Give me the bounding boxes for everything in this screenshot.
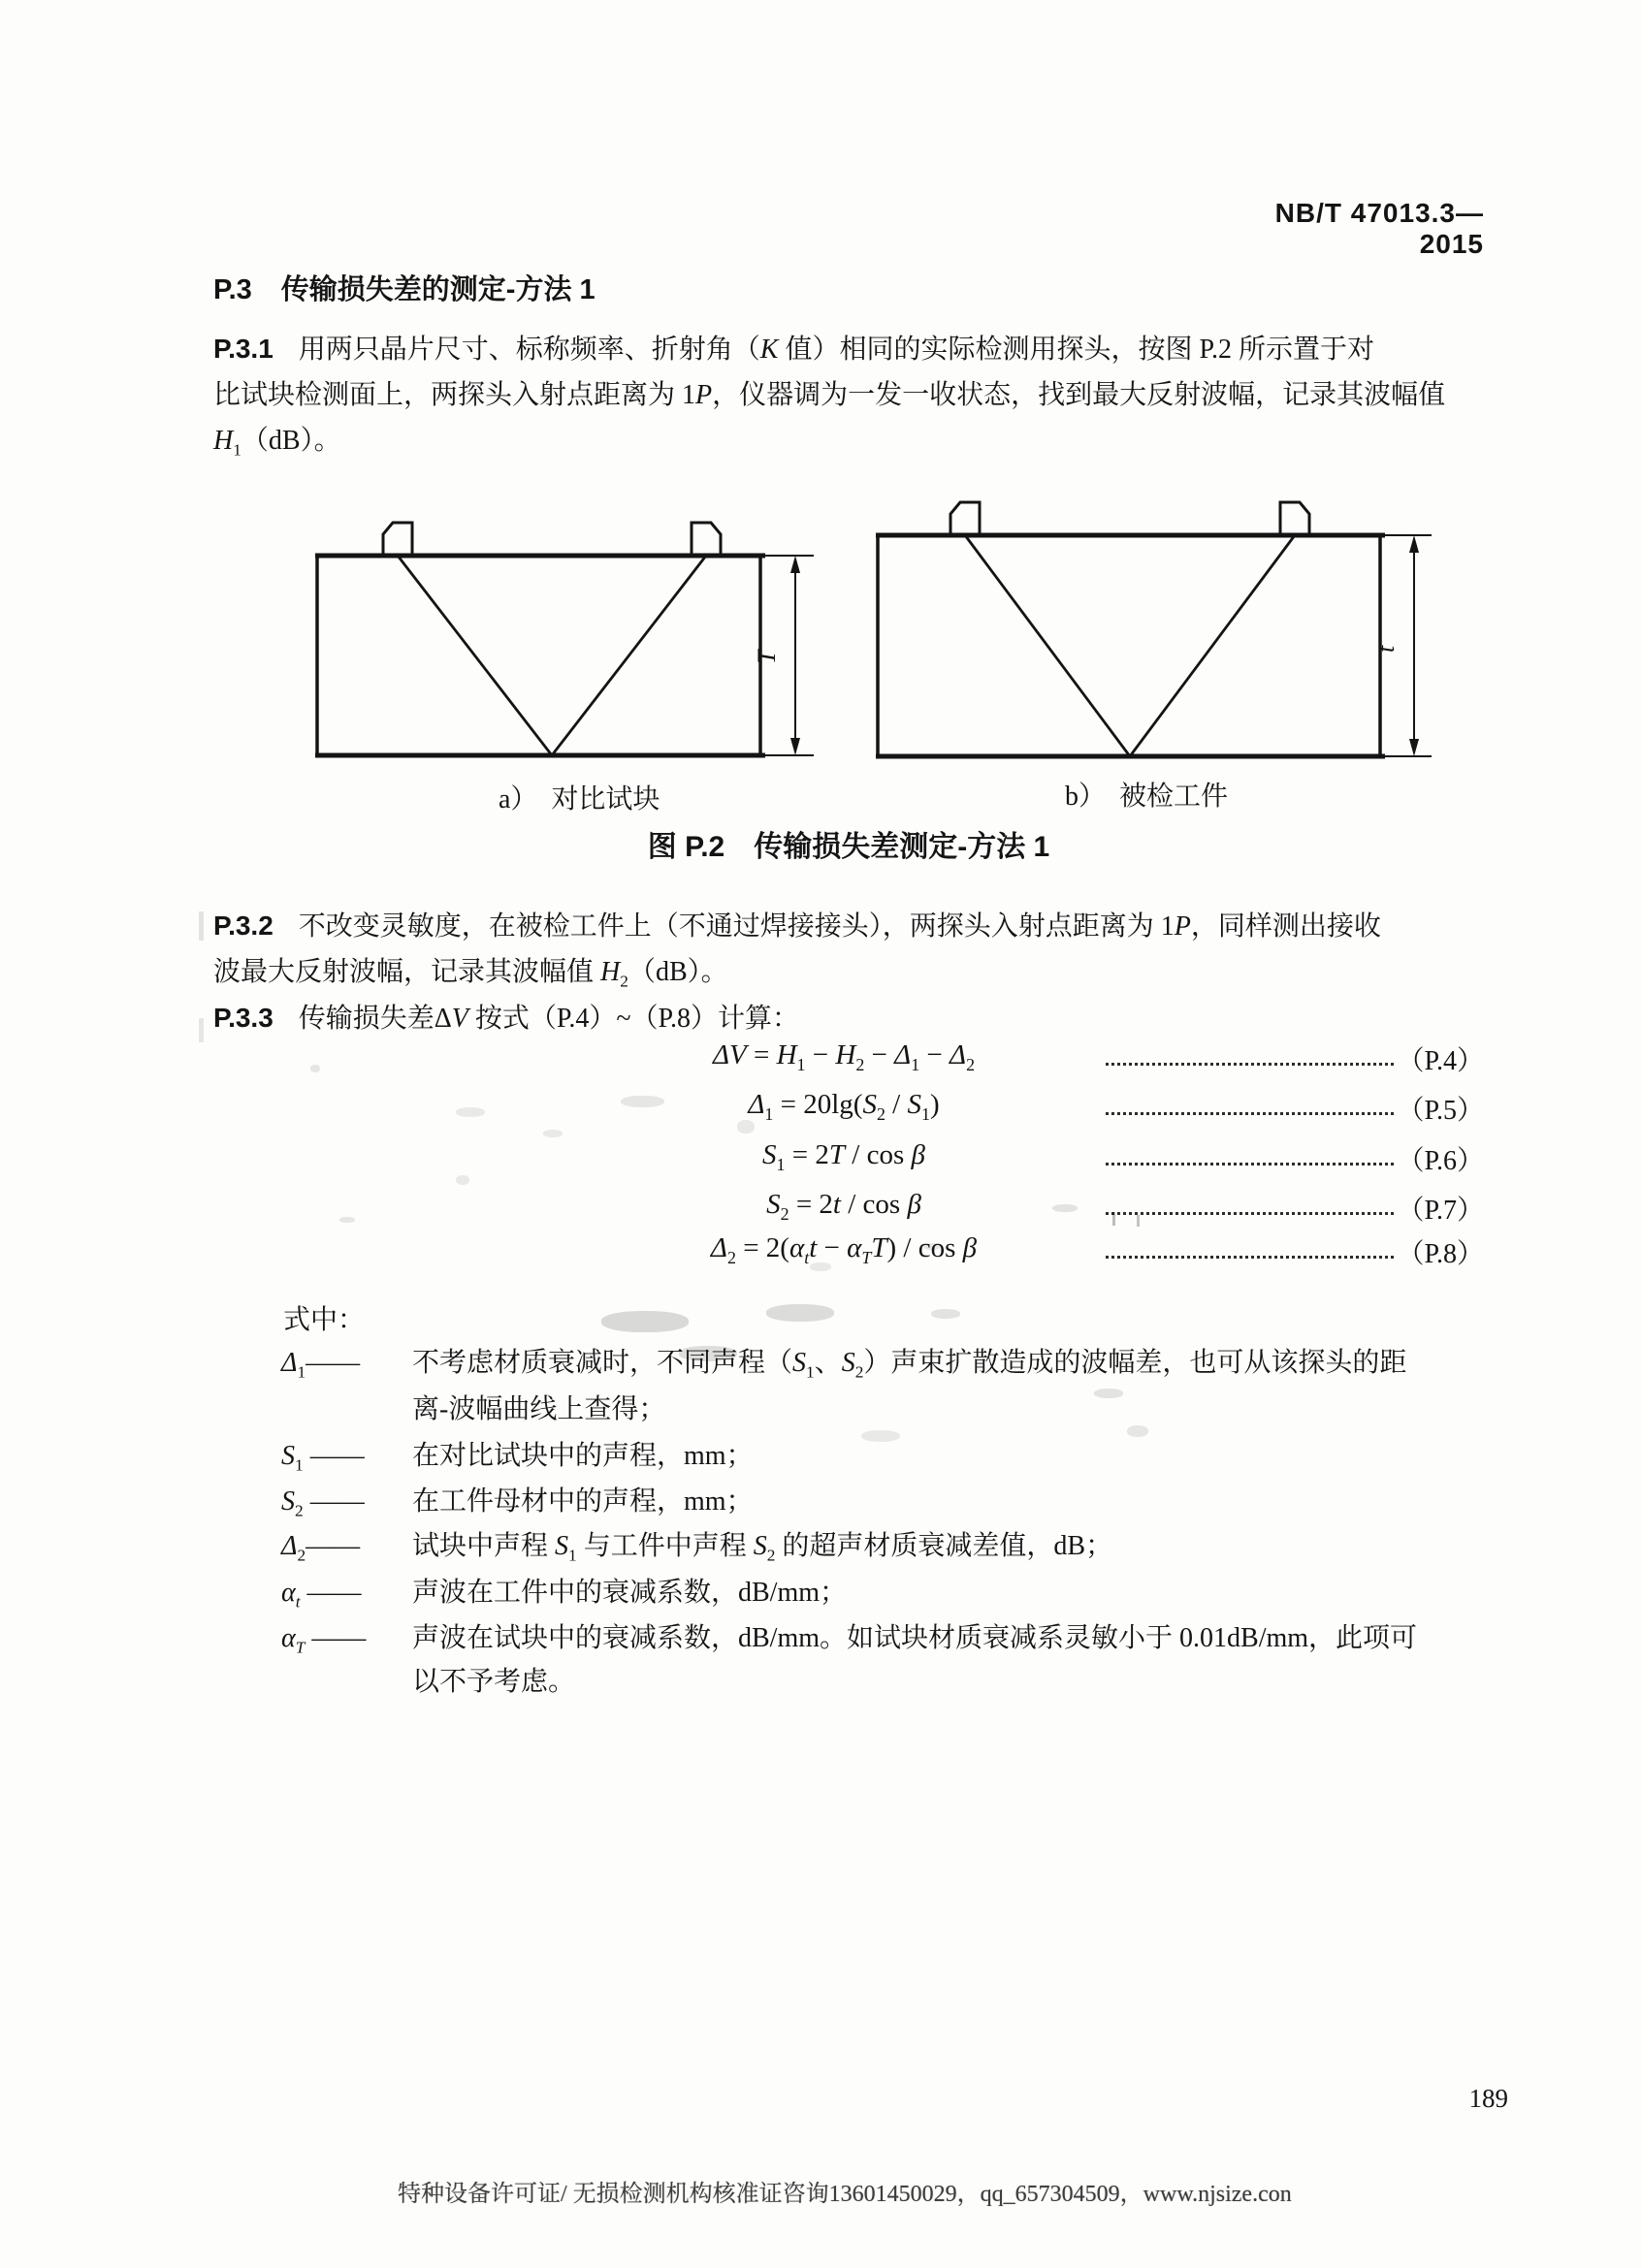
symbol-term: $\Delta_1——$ bbox=[281, 1348, 361, 1382]
text-line: $H_1(dB)$。 bbox=[213, 426, 341, 460]
equation-number: （P.5） bbox=[1397, 1096, 1484, 1126]
scan-noise bbox=[861, 1430, 900, 1442]
clause-label: P.3.2 bbox=[213, 910, 274, 941]
equation-number: （P.8） bbox=[1397, 1239, 1484, 1269]
dimension-label-T: T bbox=[753, 650, 781, 664]
dot-leader bbox=[1106, 1112, 1394, 1115]
scan-noise bbox=[737, 1120, 755, 1134]
scan-noise bbox=[199, 911, 204, 941]
equation-row bbox=[213, 1039, 1484, 1084]
clause-text: 用两只晶片尺寸、标称频率、折射角（K 值）相同的实际检测用探头，按图 P.2 所示置于对 bbox=[298, 335, 1374, 365]
page-number: 189 bbox=[1468, 2084, 1508, 2113]
definition-text: 在工件母材中的声程，mm； bbox=[412, 1486, 754, 1517]
figure-caption-b: b） 被检工件 bbox=[1065, 782, 1229, 812]
symbol-term: $S_1$ —— bbox=[281, 1441, 365, 1475]
text-line bbox=[213, 903, 1381, 949]
diagram-test-workpiece bbox=[873, 478, 1450, 769]
where-label: 式中： bbox=[283, 1305, 366, 1335]
equation-row bbox=[213, 1189, 1484, 1233]
section-title: 传输损失差的测定-方法 1 bbox=[280, 274, 596, 305]
definition-text: 试块中声程 $S_1$ 与工件中声程 $S_2$ 的超声材质衰减差值，dB； bbox=[412, 1531, 1113, 1565]
symbol-term: $S_2$ —— bbox=[281, 1486, 365, 1520]
equation-row bbox=[213, 1089, 1484, 1134]
section-heading bbox=[213, 268, 596, 307]
paragraph-p32 bbox=[213, 903, 1381, 995]
dot-leader bbox=[1106, 1163, 1394, 1166]
scan-noise bbox=[810, 1262, 831, 1271]
arrow-up-icon bbox=[790, 556, 800, 573]
clause-text: 传输损失差ΔV 按式（P.4）~（P.8）计算： bbox=[298, 1004, 799, 1034]
definition-row bbox=[281, 1434, 754, 1473]
definition-text: 声波在试块中的衰减系数，dB/mm。如试块材质衰减系灵敏小于 0.01dB/mm，此项可 bbox=[412, 1623, 1418, 1653]
scan-noise bbox=[1112, 1212, 1115, 1226]
equation-number: （P.4） bbox=[1397, 1046, 1484, 1076]
scan-noise bbox=[1094, 1389, 1123, 1398]
definition-row bbox=[281, 1571, 847, 1610]
dot-leader bbox=[1106, 1063, 1394, 1066]
standard-code-header: NB/T 47013.3—2015 bbox=[1274, 198, 1484, 259]
equation-math: $\Delta_1 = 20\lg(S_2 / S_1)$ bbox=[748, 1089, 940, 1124]
definition-row bbox=[281, 1480, 754, 1518]
footer-note: 特种设备许可证/ 无损检测机构核准证咨询13601450029，qq_657304509，www.njsize.con bbox=[398, 2182, 1292, 2207]
symbol-term: $\alpha_T$ —— bbox=[281, 1623, 367, 1657]
scan-noise bbox=[621, 1096, 664, 1107]
definition-text: 不考虑材质衰减时，不同声程（$S_1$、$S_2$）声束扩散造成的波幅差，也可从该探头的距 bbox=[412, 1348, 1407, 1382]
definition-row bbox=[281, 1524, 1112, 1563]
arrow-down-icon bbox=[790, 738, 800, 755]
definition-text: 在对比试块中的声程，mm； bbox=[412, 1441, 754, 1471]
dimension-label-t: t bbox=[1371, 645, 1400, 653]
text-line bbox=[213, 995, 799, 1041]
scan-noise bbox=[1052, 1204, 1078, 1212]
definition-text: 声波在工件中的衰减系数，dB/mm； bbox=[412, 1578, 848, 1608]
scan-noise bbox=[931, 1309, 960, 1319]
clause-text: 不改变灵敏度，在被检工件上（不通过焊接接头），两探头入射点距离为 1P，同样测出接收 bbox=[298, 911, 1381, 942]
equation-number: （P.6） bbox=[1397, 1146, 1484, 1176]
scan-noise bbox=[923, 1243, 941, 1250]
equation-math: $\Delta_2 = 2(\alpha_tt - \alpha_TT) / \cos \beta$ bbox=[710, 1232, 978, 1267]
equation-number: （P.7） bbox=[1397, 1196, 1484, 1226]
sound-path-v bbox=[965, 535, 1295, 756]
figure-title: 图 P.2 传输损失差测定-方法 1 bbox=[647, 831, 1050, 863]
probe-right-icon bbox=[692, 523, 721, 556]
definition-row bbox=[281, 1616, 1417, 1655]
scan-noise bbox=[456, 1175, 469, 1185]
scan-noise bbox=[766, 1304, 834, 1322]
clause-label: P.3.1 bbox=[213, 334, 274, 364]
symbol-term: $\alpha_t$ —— bbox=[281, 1578, 362, 1612]
scan-noise bbox=[456, 1107, 485, 1117]
arrow-down-icon bbox=[1409, 739, 1419, 756]
arrow-up-icon bbox=[1409, 535, 1419, 553]
figure-caption-a: a） 对比试块 bbox=[499, 784, 660, 815]
sound-path-v bbox=[398, 556, 706, 755]
scan-noise bbox=[679, 1346, 737, 1361]
text-line bbox=[213, 326, 1445, 372]
diagram-reference-block bbox=[315, 499, 824, 776]
scan-noise bbox=[339, 1217, 355, 1223]
scan-noise bbox=[199, 1018, 204, 1042]
dot-leader bbox=[1106, 1256, 1394, 1259]
text-line: 波最大反射波幅，记录其波幅值 $H_2(dB)$。 bbox=[213, 957, 728, 991]
scan-noise bbox=[1137, 1215, 1140, 1227]
equation-math: $S_1 = 2T / \cos \beta$ bbox=[762, 1139, 925, 1174]
scan-noise bbox=[310, 1065, 320, 1072]
text-line: 比试块检测面上，两探头入射点距离为 1P，仪器调为一发一收状态，找到最大反射波幅，记录其波幅值 bbox=[213, 380, 1446, 410]
dot-leader bbox=[1106, 1212, 1394, 1215]
clause-label: P.3.3 bbox=[213, 1003, 274, 1033]
probe-left-icon bbox=[383, 523, 412, 556]
probe-right-icon bbox=[1280, 502, 1309, 535]
equation-math: $\Delta V = H_1 - H_2 - \Delta_1 - \Delta_2$ bbox=[712, 1039, 976, 1074]
section-number: P.3 bbox=[213, 274, 252, 305]
scan-noise bbox=[1127, 1425, 1148, 1437]
equation-row bbox=[213, 1232, 1484, 1277]
definition-continuation: 离-波幅曲线上查得； bbox=[412, 1394, 666, 1424]
probe-left-icon bbox=[950, 502, 980, 535]
paragraph-p31 bbox=[213, 326, 1445, 463]
paragraph-p33 bbox=[213, 995, 799, 1041]
symbol-term: $\Delta_2——$ bbox=[281, 1531, 361, 1565]
definition-continuation: 以不予考虑。 bbox=[412, 1667, 576, 1697]
scan-noise bbox=[543, 1130, 563, 1137]
scan-noise bbox=[601, 1311, 689, 1332]
equation-math: $S_2 = 2t / \cos \beta$ bbox=[766, 1189, 921, 1224]
equation-row bbox=[213, 1139, 1484, 1184]
definition-row bbox=[281, 1341, 1406, 1380]
